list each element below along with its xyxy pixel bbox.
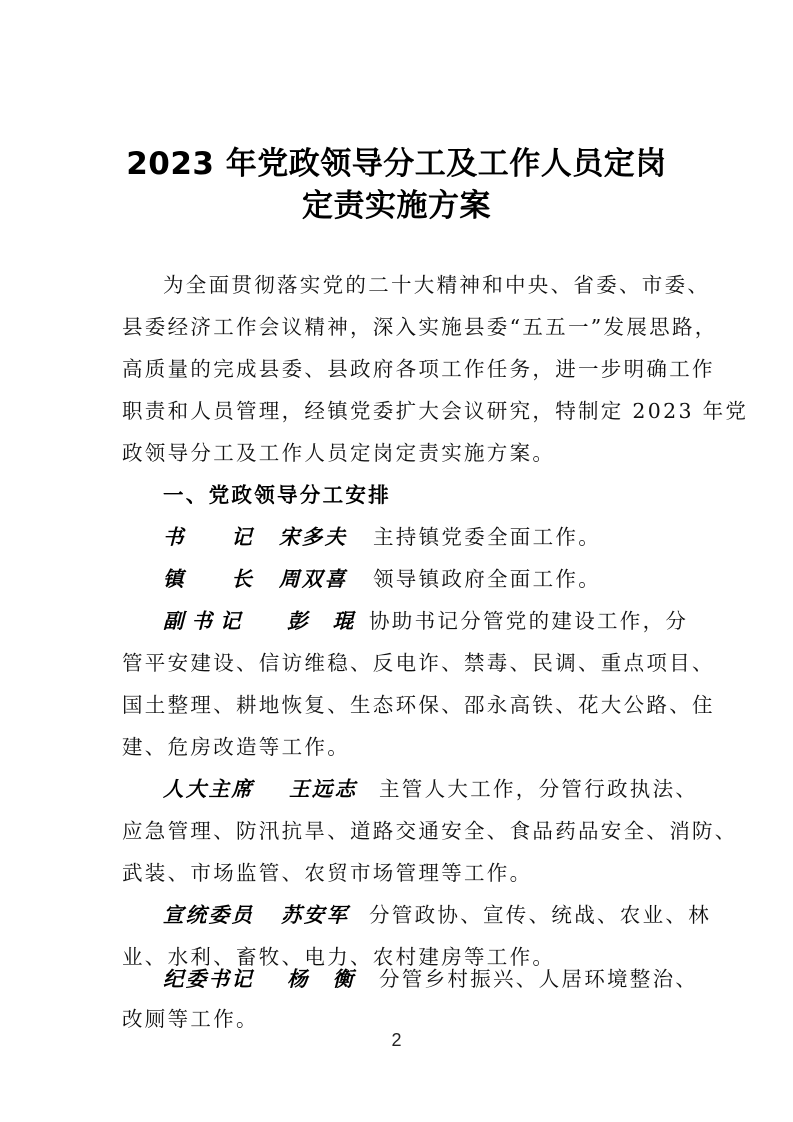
leader-npc-chair [163, 772, 699, 802]
intro-line-1: 为全面贯彻落实党的二十大精神和中央、省委、市委、 [163, 273, 711, 297]
leader-name: 宋多夫 [279, 525, 348, 549]
leader-title: 镇 长 [163, 567, 255, 591]
intro-line-5: 政领导分工及工作人员定岗定责实施方案。 [122, 441, 556, 465]
leader-propaganda [163, 898, 711, 928]
deputy-duty-line-2: 管平安建设、信访维稳、反电诈、禁毒、民调、重点项目、 [122, 651, 715, 675]
leader-duty: 主持镇党委全面工作。 [373, 525, 601, 549]
intro-line-2: 县委经济工作会议精神，深入实施县委“五五一”发展思路， [122, 315, 718, 339]
leader-name: 王远志 [289, 777, 358, 801]
leader-name: 杨 衡 [287, 967, 356, 991]
leader-secretary [163, 520, 677, 550]
leader-duty: 分管乡村振兴、人居环境整治、 [379, 967, 699, 991]
leader-title: 纪委书记 [163, 967, 255, 991]
leader-title: 人大主席 [163, 777, 255, 801]
deputy-duty-line-4: 建、危房改造等工作。 [122, 735, 350, 759]
page-number: 2 [391, 1030, 402, 1050]
npc-duty-line-2: 应急管理、防汛抗旱、道路交通安全、食品药品安全、消防、 [122, 819, 738, 843]
leader-name: 苏安军 [281, 903, 350, 927]
propaganda-duty-line-2: 业、水利、畜牧、电力、农村建房等工作。 [122, 945, 556, 969]
leader-duty: 分管政协、宣传、统战、农业、林 [369, 903, 711, 927]
leader-mayor [163, 562, 677, 592]
intro-line-3: 高质量的完成县委、县政府各项工作任务，进一步明确工作 [122, 357, 715, 381]
leader-duty: 主管人大工作，分管行政执法、 [379, 777, 699, 801]
leader-name: 彭 琨 [287, 609, 356, 633]
leader-duty: 协助书记分管党的建设工作，分 [369, 609, 689, 633]
section-heading: 一、党政领导分工安排 [163, 483, 391, 507]
discipline-duty-line-2: 改厕等工作。 [122, 1007, 259, 1031]
document-title-line-1: 2023 年党政领导分工及工作人员定岗 [126, 146, 667, 182]
document-title-line-2: 定责实施方案 [302, 188, 491, 224]
leader-discipline [163, 962, 699, 992]
intro-line-4: 职责和人员管理，经镇党委扩大会议研究，特制定 2023 年党 [122, 399, 749, 423]
leader-title: 宣统委员 [163, 903, 255, 927]
leader-title: 副书记 [163, 609, 249, 633]
leader-duty: 领导镇政府全面工作。 [373, 567, 601, 591]
leader-deputy-secretary [163, 604, 689, 634]
leader-name: 周双喜 [279, 567, 348, 591]
npc-duty-line-3: 武装、市场监管、农贸市场管理等工作。 [122, 861, 533, 885]
leader-title: 书 记 [163, 525, 255, 549]
deputy-duty-line-3: 国土整理、耕地恢复、生态环保、邵永高铁、花大公路、住 [122, 693, 715, 717]
